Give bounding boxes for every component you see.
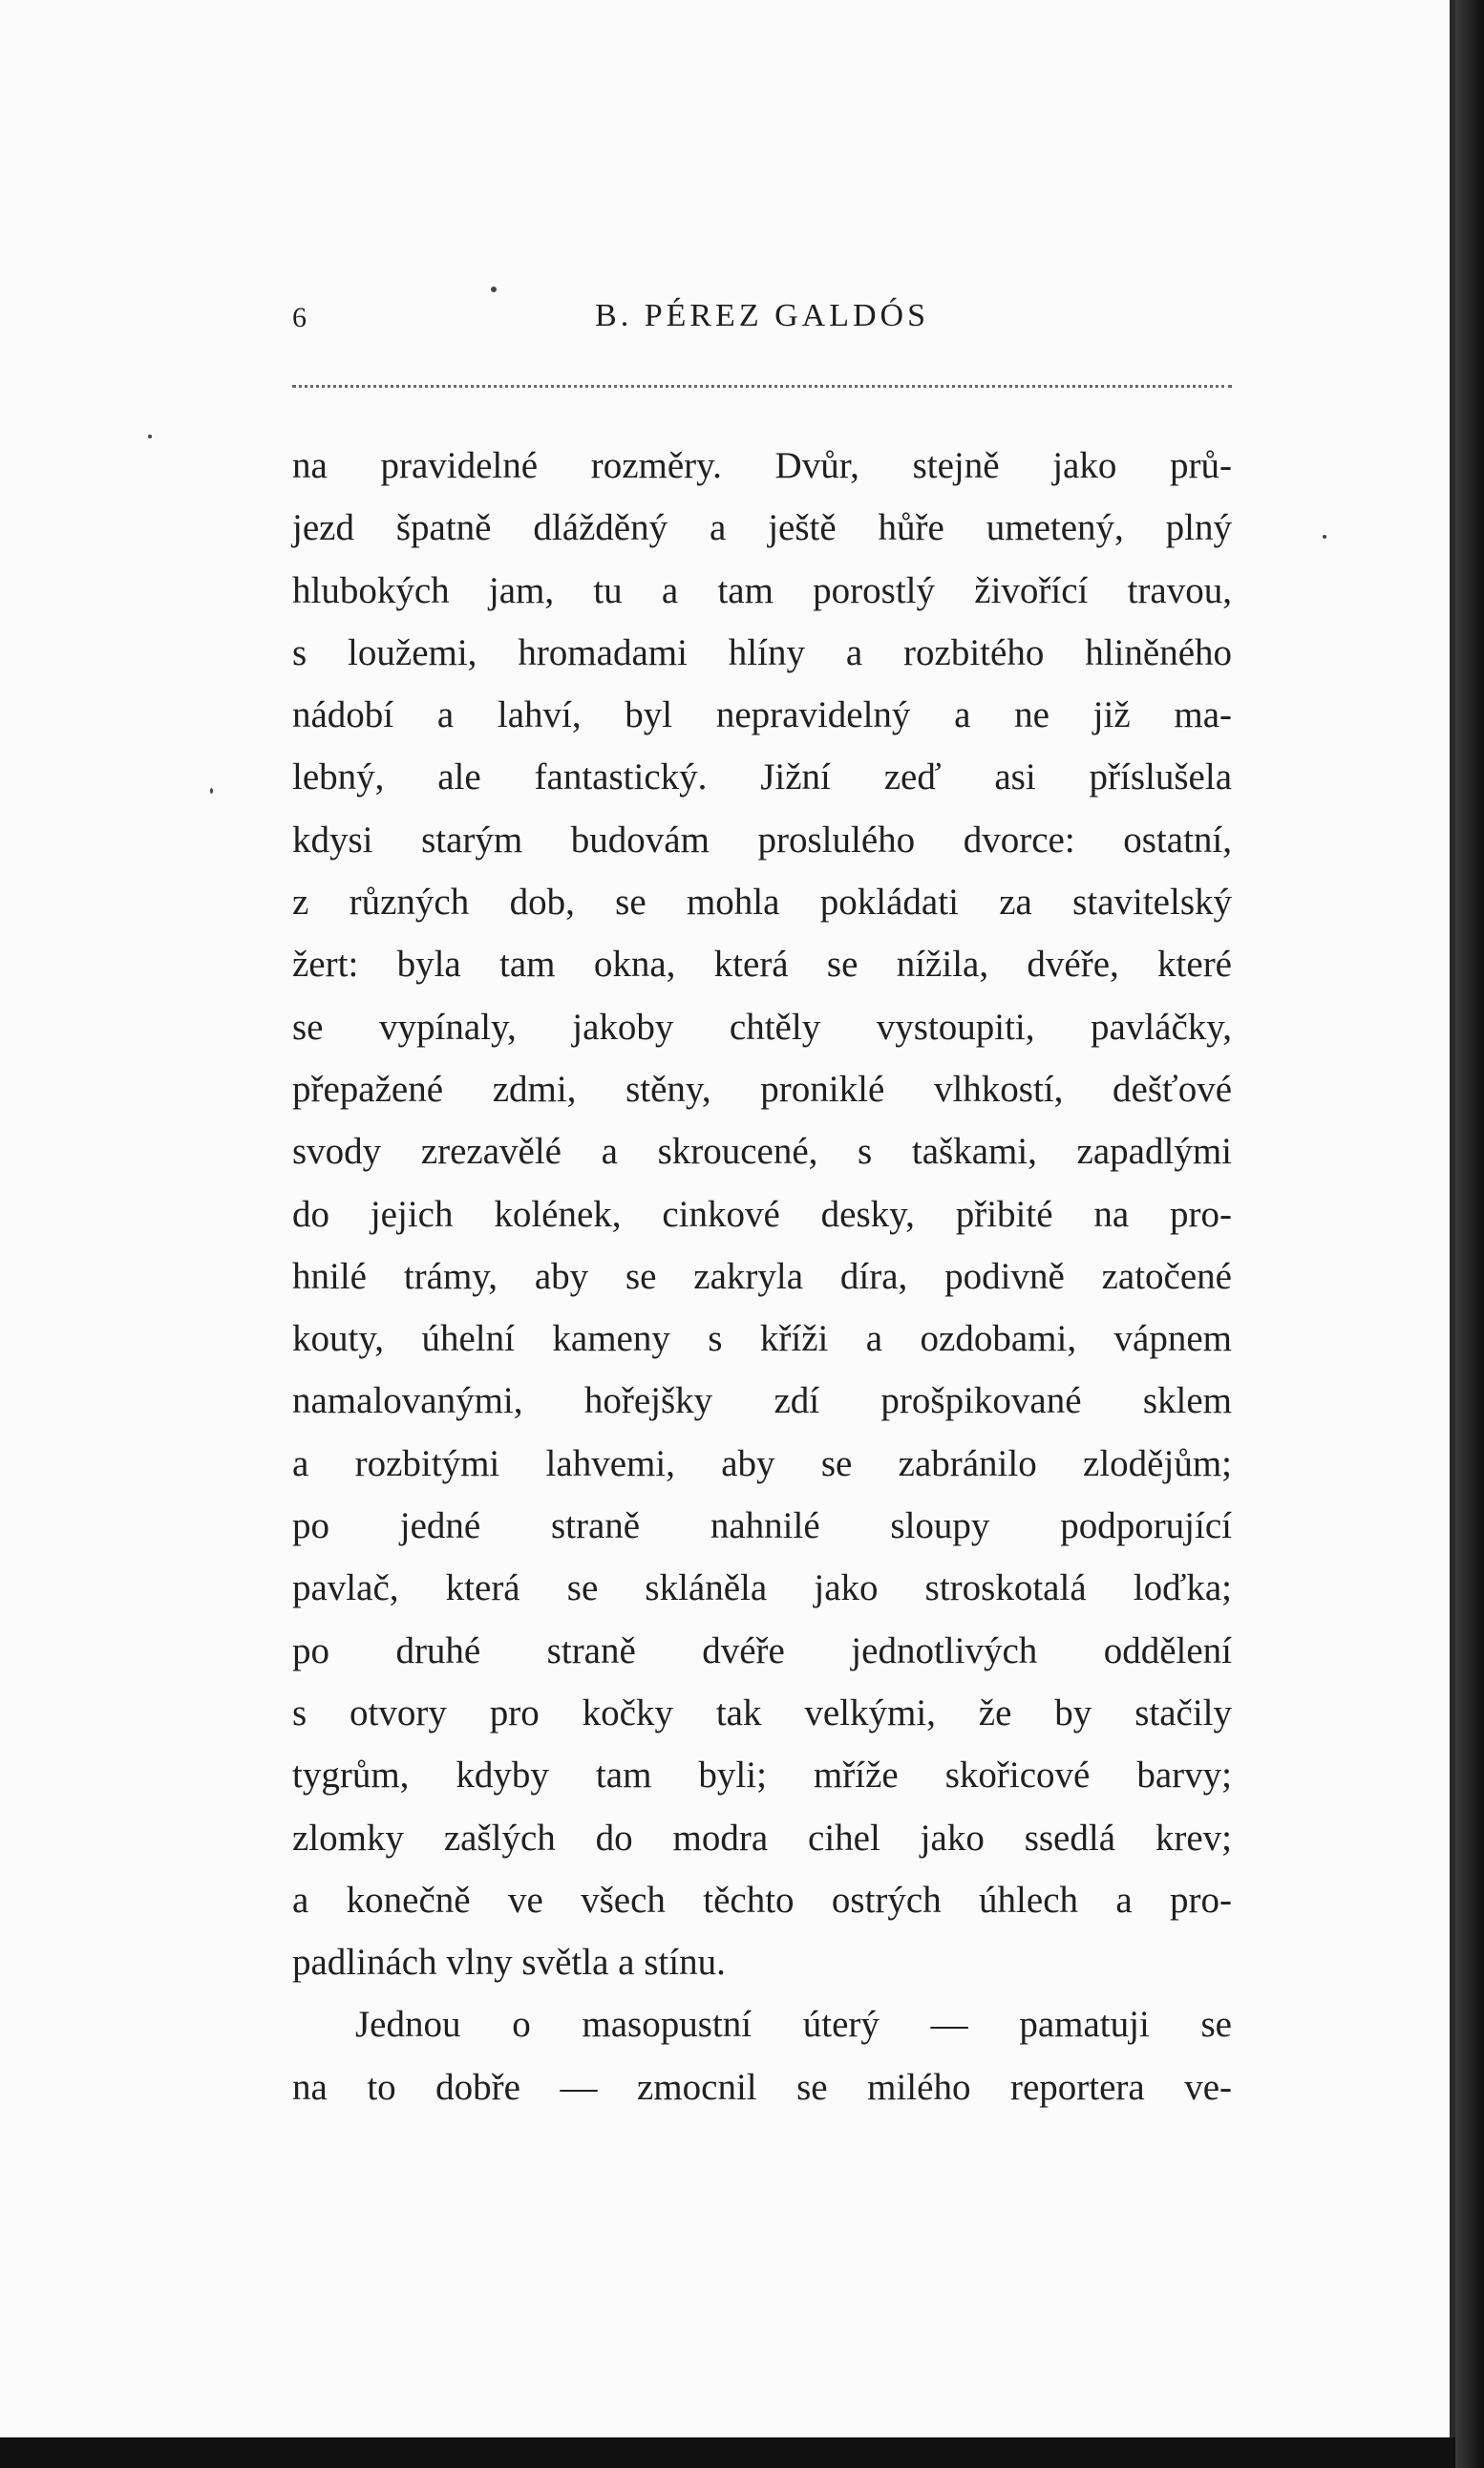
- text-line: svody zrezavělé a skroucené, s taškami, zapadlými: [292, 1131, 1232, 1173]
- text-line: přepažené zdmi, stěny, proniklé vlhkostí, dešťové: [292, 1068, 1232, 1110]
- text-line: hlubokých jam, tu a tam porostlý živořící travou,: [292, 569, 1232, 611]
- text-line: s otvory pro kočky tak velkými, že by stačily: [292, 1691, 1232, 1734]
- text-line: kdysi starým budovám proslulého dvorce: ostatní,: [292, 819, 1232, 861]
- paper-speck: [148, 435, 152, 438]
- paper-speck: [1323, 535, 1326, 539]
- body-text: [292, 435, 1232, 2118]
- text-line: pavlač, která se skláněla jako stroskotalá loďka;: [292, 1567, 1232, 1609]
- text-line: kouty, úhelní kameny s kříži a ozdobami, vápnem: [292, 1318, 1232, 1360]
- text-line: namalovanými, hořejšky zdí prošpikované sklem: [292, 1380, 1232, 1422]
- text-line: padlinách vlny světla a stínu.: [292, 1942, 726, 1984]
- text-line: lebný, ale fantastický. Jižní zeď asi příslušela: [292, 756, 1232, 798]
- header-dotted-rule: [292, 385, 1232, 388]
- text-line: z různých dob, se mohla pokládati za stavitelský: [292, 882, 1232, 924]
- text-line: a rozbitými lahvemi, aby se zabránilo zlodějům;: [292, 1442, 1232, 1484]
- text-line: po druhé straně dvéře jednotlivých oddělení: [292, 1629, 1232, 1671]
- text-line: se vypínaly, jakoby chtěly vystoupiti, pavláčky,: [292, 1006, 1232, 1048]
- text-line: hnilé trámy, aby se zakryla díra, podivně zatočené: [292, 1255, 1232, 1297]
- text-line: na to dobře — zmocnil se milého reportera ve-: [292, 2066, 1232, 2108]
- text-line: nádobí a lahví, byl nepravidelný a ne již ma-: [292, 694, 1232, 736]
- text-line: do jejich kolének, cinkové desky, přibité na pro-: [292, 1193, 1232, 1235]
- running-head: B. PÉREZ GALDÓS: [595, 298, 929, 333]
- page-number: 6: [292, 302, 307, 333]
- text-line: na pravidelné rozměry. Dvůr, stejně jako prů-: [292, 445, 1232, 486]
- book-spine-edge: [1455, 0, 1484, 2468]
- text-line: zlomky zašlých do modra cihel jako ssedlá krev;: [292, 1817, 1232, 1859]
- text-line: s loužemi, hromadami hlíny a rozbitého hliněného: [292, 631, 1232, 673]
- paper-speck: [491, 287, 497, 292]
- text-line: žert: byla tam okna, která se nížila, dvéře, které: [292, 944, 1232, 986]
- page-header: [292, 298, 1232, 351]
- paper-speck: [210, 788, 213, 794]
- text-line: a konečně ve všech těchto ostrých úhlech a pro-: [292, 1879, 1232, 1921]
- text-line: po jedné straně nahnilé sloupy podporující: [292, 1505, 1232, 1547]
- text-line: tygrům, kdyby tam byli; mříže skořicové barvy;: [292, 1755, 1232, 1797]
- text-line: Jednou o masopustní úterý — pamatuji se: [355, 2004, 1232, 2046]
- text-line: jezd špatně dlážděný a ještě hůře umetený, plný: [292, 507, 1232, 549]
